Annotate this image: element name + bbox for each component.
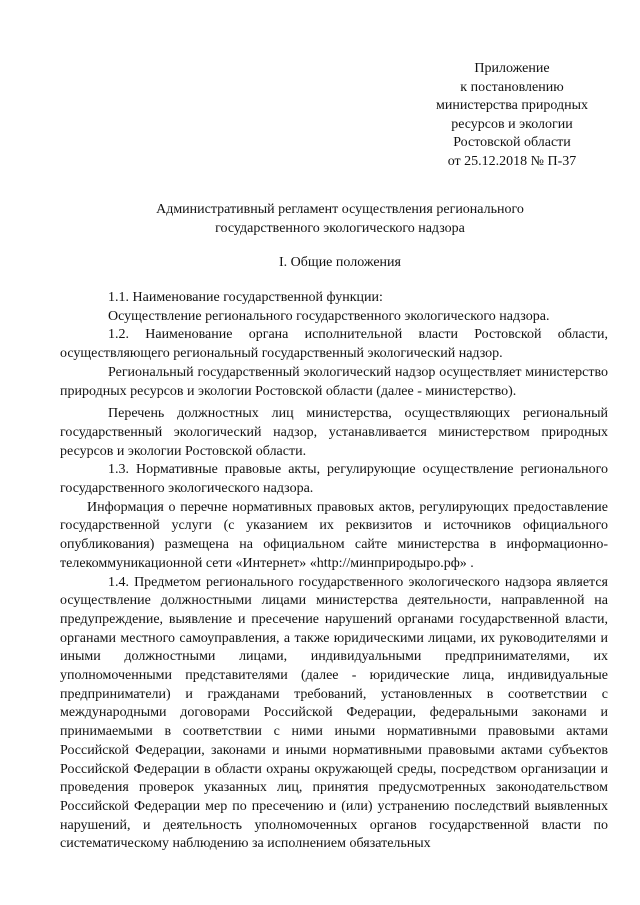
paragraph: 1.4. Предметом регионального государственного экологического надзора является осуществление должностными лицами министерства деятельности, направленной на предупреждение, выявление и пресечение нарушений органами государственной власти, органами местного самоуправления, а также юридическими лицами, их руководителями и иными должностными лицами, индивидуальными предпринимателями, их уполномоченными представителями (далее - юридические лица, индивидуальные предприниматели) и гражданами требований, установленных в соответствии с международными договорами Российской Федерации, федеральными законами и принимаемыми в соответствии с ними иными нормативными правовыми актами Российской Федерации, законами и иными нормативными правовыми актами субъектов Российской Федерации в области охраны окружающей среды, посредством организации и проведения проверок указанных лиц, принятия предусмотренных законодательством Российской Федерации мер по пресечению и (или) устранению последствий выявленных нарушений, и деятельность уполномоченных органов государственной власти по систематическому наблюдению за исполнением обязательных [60,574,608,852]
document-title-line: Административный регламент осуществления регионального [156,202,524,217]
paragraph: 1.3. Нормативные правовые акты, регулирующие осуществление регионального государственного экологического надзора. [60,462,608,497]
paragraph: 1.1. Наименование государственной функции: [108,290,383,305]
paragraph: Перечень должностных лиц министерства, осуществляющих региональный государственный экологический надзор, устанавливается министерством природных ресурсов и экологии Ростовской области. [60,406,608,459]
document-body [60,285,608,854]
document-title-line: государственного экологического надзора [215,221,465,236]
paragraph: Осуществление регионального государственного экологического надзора. [108,308,550,324]
approval-line: Приложение [474,61,550,76]
paragraph: Региональный государственный экологический надзор осуществляет министерство природных ресурсов и экологии Ростовской области (далее - министерство). [60,364,608,399]
approval-line: Ростовской области [453,135,571,151]
approval-line: министерства природных [436,98,588,114]
approval-line: от 25.12.2018 № П-37 [447,153,577,169]
approval-line: ресурсов и экологии [451,116,573,132]
document-title [60,200,620,238]
paragraph: Информация о перечне нормативных правовых актов, регулирующих предоставление государственной услуги (с указанием их реквизитов и источников официального опубликования) размещена на официальном сайте министерства в информационно-телекоммуникационной сети «Интернет» «http://минприродыро.рф» . [60,499,608,571]
paragraph: 1.2. Наименование органа исполнительной власти Ростовской области, осуществляющего региональный государственный экологический надзор. [60,327,608,362]
section-title: I. Общие положения [279,255,401,270]
approval-line: к постановлению [460,79,564,95]
approval-block [392,60,632,172]
